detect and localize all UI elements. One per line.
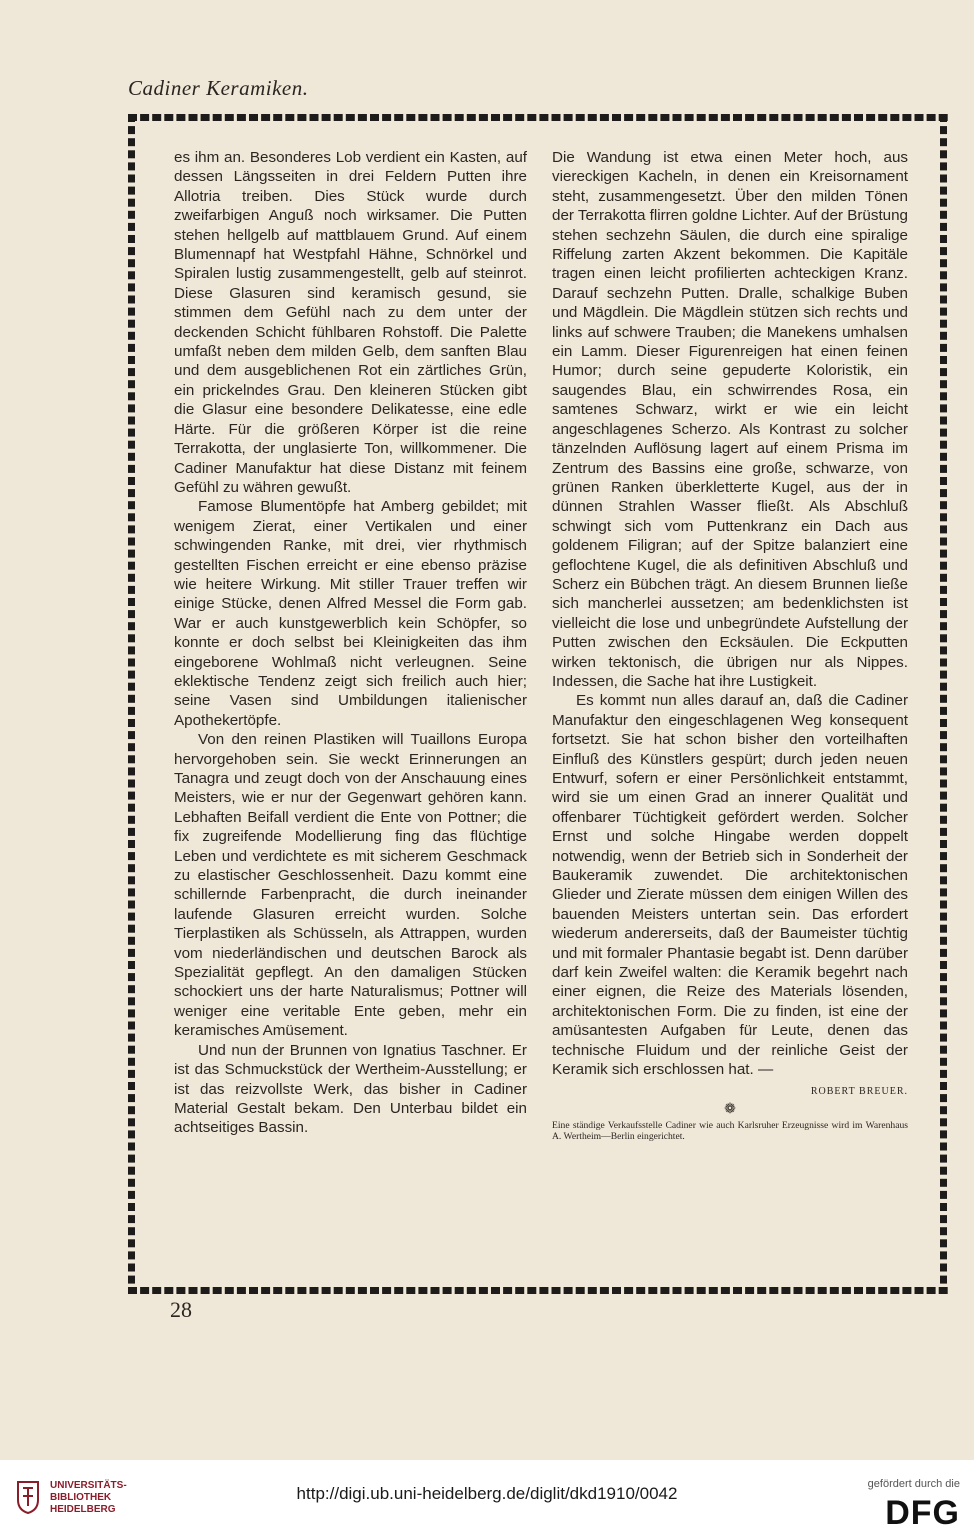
paragraph: Es kommt nun alles darauf an, daß die Cadiner Manufaktur den eingeschlagenen Weg konsequent fortsetzt. Sie hat schon bisher den vorteilhaften Einfluß des Künstlers gespürt; durch jeden neuen Entwurf, sofern er einer Persönlichkeit entstammt, wird sie um einen Grad an innerer Qualität und offenbarer Tüchtigkeit gefördert werden. Solcher Ernst und solche Hingabe werden doppelt notwendig, wenn der Betrieb sich in Sonderheit der Baukeramik zuwendet. Die architektonischen Glieder und Zierate müssen dem einigen Willen des bauenden Meisters untertan sein. Das erfordert wiederum andererseits, daß der Baumeister tüchtig und mit formaler Phantasie begabt ist. Denn darüber darf kein Zweifel walten: die Keramik begehrt nach einer eignen, die Reize des Materials lösenden, architektonischen Form. Die zu finden, ist eine der amüsantesten Aufgaben für Leute, denen das technische Fluidum und der reinliche Geist der Keramik sich erschlossen hat. — [552,692,908,1079]
paragraph: Famose Blumentöpfe hat Amberg gebildet; mit wenigem Zierat, einer Vertikalen und einer schwingenden Ranke, mit drei, vier rhythmisch gestellten Fischen erreicht er eine ebenso präzise wie heitere Wirkung. Mit stiller Trauer treffen wir einige Stücke, denen Alfred Messel die Form gab. War er auch kunstgewerblich kein Schöpfer, so konnte er doch selbst bei Kleinigkeiten das ihm eingeborene Wohlmaß nicht verleugnen. Seine eklektische Tendenz zeigt sich freilich auch hier; seine Vasen sind Umbildungen italienischer Apothekertöpfe. [174,498,527,729]
paragraph: Von den reinen Plastiken will Tuaillons Europa hervorgehoben sein. Sie weckt Erinnerungen an Tanagra und zeugt doch von der Anschauung eines Meisters, wie er nur der Gegenwart gehören kann. Lebhaften Beifall verdient die Ente von Pottner; die fix zugreifende Modellierung fing das flüchtige Leben und verdichtete es mit sicherem Geschmack zu elastischer Geschlossenheit. Dazu kommt eine schillernde Farbenpracht, die durch ineinander laufende Glasuren erreicht wurden. Solche Tierplastiken als Schüsseln, als Attrappen, wurden vom niederländischen und deutschen Barock als Spezialität gepflegt. An den damaligen Stücken schockiert uns der harte Naturalismus; Pottner will weniger eine veritable Ente geben, mehr ein keramisches Amüsement. [174,731,527,1040]
dfg-logo: DFG [885,1494,960,1532]
page-number: 28 [170,1297,192,1322]
author-signature: ROBERT BREUER. [810,1085,908,1097]
text-column-left [174,148,527,1138]
funded-by-label: gefördert durch die [867,1478,960,1490]
running-head: Cadiner Keramiken. [128,76,309,100]
paragraph: Und nun der Brunnen von Ignatius Taschner. Er ist das Schmuckstück der Wertheim-Ausstellung; er ist das reizvollste Werk, das bisher in Cadiner Material Gestalt bekam. Den Unterbau bildet ein achtseitiges Bassin. [174,1041,527,1137]
paragraph: Die Wandung ist etwa einen Meter hoch, aus viereckigen Kacheln, in denen ein Kreisornament steht, zusammengesetzt. Über den milden Tönen der Terrakotta flirren goldne Lichter. Auf der Brüstung stehen sechzehn Säulen, die durch eine spiralige Riffelung zarten Akzent bekommen. Die Kapitäle tragen einen leicht profilierten achteckigen Kranz. Darauf sechzehn Putten. Dralle, schalkige Buben und Mägdlein. Die Mägdlein stützen sich rechts und links auf schwere Trauben; die Manekens umhalsen ein Lamm. Dieser Figurenreigen hat einen feinen Humor; durch seine gepuderte Koloristik, ein saugendes Blau, ein schwirrendes Rosa, ein samtenes Schwarz, wirkt er wie ein leicht angeschlagenes Scherzo. Als Kontrast zu solcher tänzelnden Auflösung lagert auf einem Prisma im Zentrum des Bassins eine große, schwarze, von grünen Ranken überkletterte Kugel, aus der in dünnen Strahlen Wasser fließt. Als Abschluß schwingt sich vom Puttenkranz ein Dach aus goldenem Filigran; auf der Spitze balanziert eine geflochtene Kugel, die als definitiven Abschluß und Scherz ein Bübchen trägt. An diesem Brunnen ließe sich mancherlei aussetzen; am bedenklichsten ist vielleicht die lose und unbegründete Aufstellung der Putten zwischen den Ecksäulen. Die Eckputten wirken tektonisch, die übrigen nur als Nippes. Indessen, die Sache hat ihre Lustigkeit. [552,149,908,690]
source-url-link[interactable]: http://digi.ub.uni-heidelberg.de/diglit/dkd1910/0042 [296,1484,678,1503]
footnote: Eine ständige Verkaufsstelle Cadiner wie auch Karlsruher Erzeugnisse wird im Warenhaus A. Wertheim—Berlin eingerichtet. [552,1120,908,1143]
text-column-right [552,148,908,1142]
paragraph: es ihm an. Besonderes Lob verdient ein Kasten, auf dessen Längsseiten in drei Feldern Putten ihre Allotria treiben. Dies Stück wurde durch zweifarbigen Anguß noch wirksamer. Die Putten stehen hellgelb auf mattblauem Grund. Auf einem Blumennapf hat Westpfahl Hähne, Schnörkel und Spiralen lustig zusammengestellt, gelb auf steinrot. Diese Glasuren sind keramisch gesund, sie stimmen dem Gefühl nach zu dem unter der deckenden Schicht fühlbaren Rohstoff. Die Palette umfaßt neben dem milden Gelb, dem sanften Blau und dem ausgeblichenen Rot ein zärtliches Grün, ein prickelndes Grau. Den kleineren Stücken gibt die Glasur eine besondere Delikatesse, eine edle Härte. Für die größeren Körper ist die reine Terrakotta, der unglasierte Ton, willkommener. Die Cadiner Manufaktur hat diese Distanz mit feinem Gefühl zu währen gewußt. [174,149,527,496]
university-library-label: UNIVERSITÄTS- BIBLIOTHEK HEIDELBERG [50,1480,127,1515]
flower-ornament-icon: ❁ [724,1099,736,1116]
